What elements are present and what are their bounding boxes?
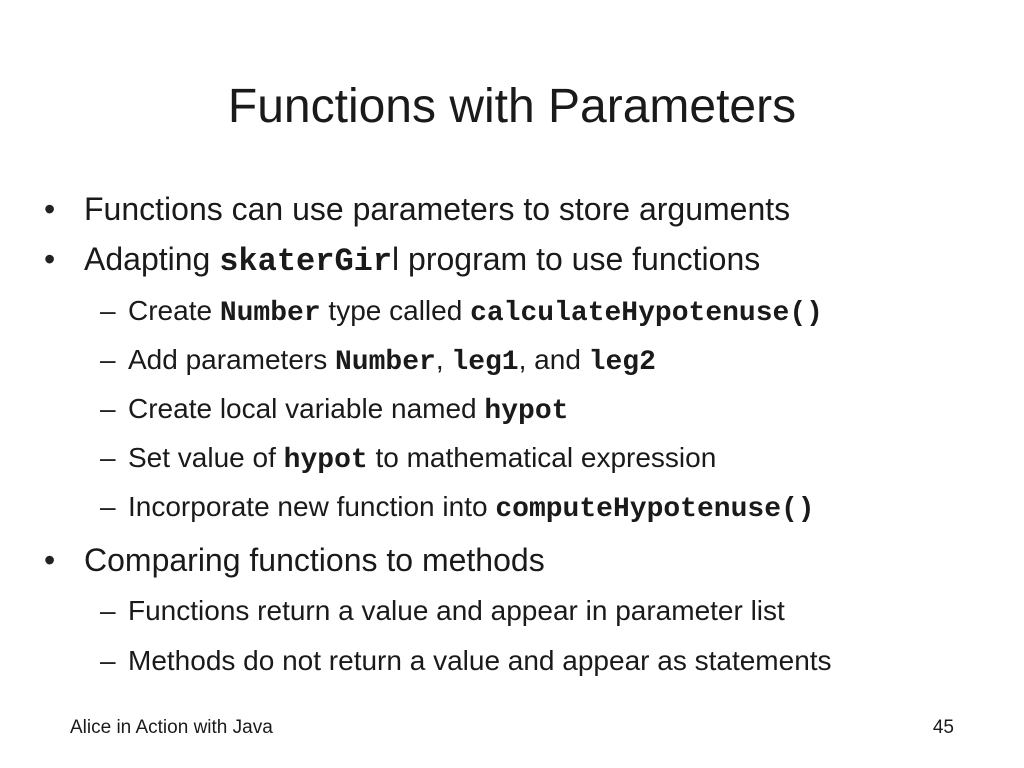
footer-book-title: Alice in Action with Java	[70, 717, 273, 738]
bullet-marker: •	[44, 241, 56, 277]
dash-marker: –	[100, 295, 116, 326]
bullet-item-2	[84, 239, 760, 282]
code-text: skaterGir	[219, 243, 393, 280]
bullet-text: Comparing functions to methods	[84, 542, 545, 578]
sub-item-incorporate	[128, 489, 815, 528]
sub-text: ,	[435, 344, 452, 375]
dash-marker: –	[100, 491, 116, 522]
code-text: hypot	[484, 396, 569, 427]
bullet-marker: •	[44, 542, 56, 578]
sub-item-add-parameters	[128, 342, 656, 381]
bullet-text: Adapting	[84, 241, 220, 277]
dash-marker: –	[100, 645, 116, 676]
sub-text: type called	[320, 295, 471, 326]
sub-item-set-value	[128, 440, 716, 479]
code-text: leg2	[588, 347, 656, 378]
code-text: leg1	[451, 347, 519, 378]
dash-marker: –	[100, 344, 116, 375]
bullet-item-1	[84, 189, 790, 229]
code-text: Number	[219, 298, 321, 329]
code-text: computeHypotenuse()	[495, 494, 815, 525]
dash-marker: –	[100, 442, 116, 473]
sub-item-local-variable	[128, 391, 568, 430]
sub-text: Set value of	[128, 442, 284, 473]
code-text: Number	[335, 347, 436, 378]
slide-title: Functions with Parameters	[227, 80, 797, 133]
sub-text: to mathematical expression	[367, 442, 717, 473]
page-number: 45	[932, 717, 954, 738]
sub-item-create-function	[128, 293, 823, 332]
sub-item-methods-no-return	[128, 643, 832, 679]
bullet-item-3	[84, 540, 545, 580]
sub-text: Methods do not return a value and appear as statements	[128, 645, 832, 676]
sub-text: , and	[518, 344, 589, 375]
sub-text: Incorporate new function into	[128, 491, 496, 522]
code-text: hypot	[283, 445, 368, 476]
sub-item-functions-return	[128, 593, 785, 629]
bullet-marker: •	[44, 191, 56, 227]
sub-text: Create local variable named	[128, 393, 485, 424]
bullet-text: Functions can use parameters to store arguments	[84, 191, 791, 227]
dash-marker: –	[100, 595, 116, 626]
sub-text: Functions return a value and appear in parameter list	[128, 595, 785, 626]
code-text: calculateHypotenuse()	[470, 298, 823, 329]
bullet-text: l program to use functions	[392, 241, 761, 277]
sub-text: Create	[128, 295, 220, 326]
dash-marker: –	[100, 393, 116, 424]
sub-text: Add parameters	[128, 344, 335, 375]
